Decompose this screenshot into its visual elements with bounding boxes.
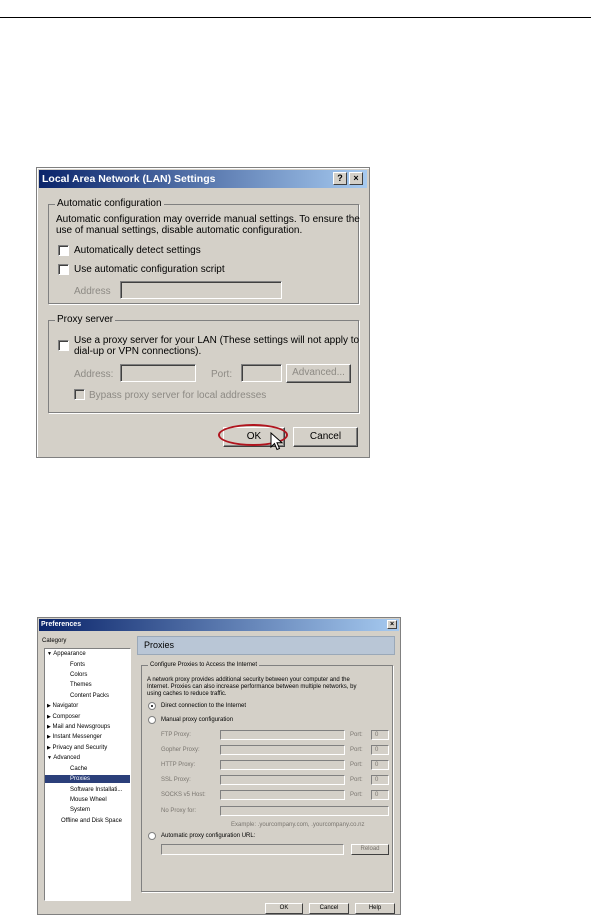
proxy-port-field[interactable]: [241, 364, 282, 382]
tree-item-system[interactable]: System: [70, 807, 91, 813]
tree-item-fonts[interactable]: Fonts: [70, 662, 86, 668]
bypass-local-checkbox[interactable]: [74, 389, 85, 400]
use-proxy-label[interactable]: Use a proxy server for your LAN (These settings will not apply to: [74, 335, 360, 346]
tree-item-content-packs[interactable]: Content Packs: [70, 693, 110, 699]
cancel-button[interactable]: Cancel: [309, 903, 349, 914]
auto-config-description-2: use of manual settings, disable automatic configuration.: [56, 225, 303, 236]
tree-item-themes[interactable]: Themes: [70, 682, 92, 688]
dialog-title-bar[interactable]: [39, 619, 399, 631]
ok-button[interactable]: OK: [265, 903, 303, 914]
ssl-port-label: Port:: [350, 777, 363, 783]
reload-button[interactable]: Reload: [351, 844, 389, 855]
tree-item-software-installation[interactable]: Software Installati...: [70, 787, 123, 793]
ssl-port-field[interactable]: 0: [371, 775, 389, 785]
tree-item-colors[interactable]: Colors: [70, 672, 88, 678]
page-top-rule: [0, 17, 591, 18]
tree-item-cache[interactable]: Cache: [70, 766, 88, 772]
socks-port-label: Port:: [350, 792, 363, 798]
auto-detect-checkbox[interactable]: [58, 245, 69, 256]
manual-proxy-label[interactable]: Manual proxy configuration: [161, 717, 234, 723]
twisty-expanded-icon: ▼: [47, 755, 52, 761]
close-button[interactable]: ×: [349, 172, 363, 185]
twisty-collapsed-icon: ▶: [47, 714, 51, 720]
address-field[interactable]: [120, 281, 282, 299]
auto-config-script-checkbox[interactable]: [58, 264, 69, 275]
auto-config-script-label[interactable]: Use automatic configuration script: [74, 264, 225, 275]
auto-config-description: Automatic configuration may override manual settings. To ensure the: [56, 214, 360, 225]
category-label: Category: [42, 638, 67, 644]
automatic-configuration-group: [48, 198, 360, 304]
mouse-pointer-icon: [270, 432, 284, 452]
group-title: Automatic configuration: [57, 198, 162, 209]
proxies-panel: [137, 636, 397, 895]
address-label: Address: [74, 286, 111, 297]
gopher-proxy-field[interactable]: [220, 745, 345, 755]
dialog-title: Local Area Network (LAN) Settings: [42, 173, 216, 185]
proxy-description-2: Internet. Proxies can also increase performance between multiple networks, by: [147, 684, 357, 690]
tree-item-composer[interactable]: [47, 713, 80, 721]
category-tree[interactable]: [44, 648, 131, 901]
proxy-description: A network proxy provides additional security between your computer and the: [147, 677, 350, 683]
gopher-port-label: Port:: [350, 747, 363, 753]
twisty-collapsed-icon: ▶: [47, 745, 51, 751]
tree-item-instant-messenger[interactable]: [47, 733, 102, 741]
tree-item-offline-and-disk-space[interactable]: Offline and Disk Space: [61, 818, 122, 824]
manual-proxy-radio[interactable]: [148, 716, 156, 724]
tree-item-label: Privacy and Security: [52, 745, 108, 751]
gopher-port-field[interactable]: 0: [371, 745, 389, 755]
tree-item-privacy-and-security[interactable]: [47, 744, 107, 752]
ftp-port-field[interactable]: 0: [371, 730, 389, 740]
dialog-title-bar[interactable]: [39, 170, 367, 188]
use-proxy-checkbox[interactable]: [58, 340, 69, 351]
http-proxy-field[interactable]: [220, 760, 345, 770]
tree-item-mail-and-newsgroups[interactable]: [47, 723, 110, 731]
tree-item-label: Proxies: [70, 776, 91, 782]
cancel-button[interactable]: Cancel: [293, 427, 358, 447]
tree-item-advanced[interactable]: [47, 754, 80, 762]
http-port-field[interactable]: 0: [371, 760, 389, 770]
auto-proxy-url-field[interactable]: [161, 844, 344, 855]
group-title: Configure Proxies to Access the Internet: [150, 662, 258, 668]
proxy-server-group: [48, 314, 360, 413]
no-proxy-example: Example: .yourcompany.com, .yourcompany.co.nz: [231, 822, 365, 828]
tree-item-label: Advanced: [53, 755, 80, 761]
panel-title: Proxies: [137, 636, 395, 655]
ssl-proxy-label: SSL Proxy:: [161, 777, 191, 783]
ftp-port-label: Port:: [350, 732, 363, 738]
proxy-port-label: Port:: [211, 369, 233, 380]
no-proxy-field[interactable]: [220, 806, 389, 816]
socks-host-field[interactable]: [220, 790, 345, 800]
direct-connection-label[interactable]: Direct connection to the Internet: [161, 703, 247, 709]
proxy-address-field[interactable]: [120, 364, 196, 382]
dialog-title: Preferences: [41, 621, 82, 628]
no-proxy-label: No Proxy for:: [161, 808, 197, 814]
tree-item-label: Instant Messenger: [52, 734, 102, 740]
tree-item-label: Composer: [52, 714, 81, 720]
auto-detect-label[interactable]: Automatically detect settings: [74, 245, 201, 256]
tree-item-appearance[interactable]: [47, 650, 86, 658]
tree-item-label: Appearance: [53, 651, 86, 657]
lan-settings-dialog: [36, 167, 370, 458]
twisty-collapsed-icon: ▶: [47, 734, 51, 740]
advanced-button[interactable]: Advanced...: [286, 364, 351, 383]
tree-item-proxies[interactable]: [45, 775, 130, 783]
proxy-address-label: Address:: [74, 369, 114, 380]
twisty-collapsed-icon: ▶: [47, 703, 51, 709]
tree-item-navigator[interactable]: [47, 702, 78, 710]
group-title: Proxy server: [57, 314, 114, 325]
auto-proxy-url-radio[interactable]: [148, 832, 156, 840]
ok-button[interactable]: OK: [223, 427, 285, 447]
configure-proxies-group: [141, 662, 393, 892]
twisty-expanded-icon: ▼: [47, 651, 52, 657]
socks-host-label: SOCKS v5 Host:: [161, 792, 206, 798]
proxy-description-3: using caches to reduce traffic.: [147, 691, 227, 697]
direct-connection-radio[interactable]: [148, 702, 156, 710]
tree-item-label: Mail and Newsgroups: [52, 724, 111, 730]
auto-proxy-url-label[interactable]: Automatic proxy configuration URL:: [161, 833, 256, 839]
http-proxy-label: HTTP Proxy:: [161, 762, 196, 768]
ftp-proxy-label: FTP Proxy:: [161, 732, 191, 738]
twisty-collapsed-icon: ▶: [47, 724, 51, 730]
help-button[interactable]: ?: [333, 172, 347, 185]
tree-item-mouse-wheel[interactable]: Mouse Wheel: [70, 797, 107, 803]
gopher-proxy-label: Gopher Proxy:: [161, 747, 200, 753]
socks-port-field[interactable]: 0: [371, 790, 389, 800]
close-button[interactable]: ×: [387, 620, 397, 629]
http-port-label: Port:: [350, 762, 363, 768]
tree-item-label: Navigator: [52, 703, 79, 709]
bypass-local-label[interactable]: Bypass proxy server for local addresses: [89, 390, 267, 401]
use-proxy-label-2[interactable]: dial-up or VPN connections).: [74, 346, 202, 357]
help-button[interactable]: Help: [355, 903, 395, 914]
preferences-dialog: [37, 617, 401, 915]
ssl-proxy-field[interactable]: [220, 775, 345, 785]
ftp-proxy-field[interactable]: [220, 730, 345, 740]
